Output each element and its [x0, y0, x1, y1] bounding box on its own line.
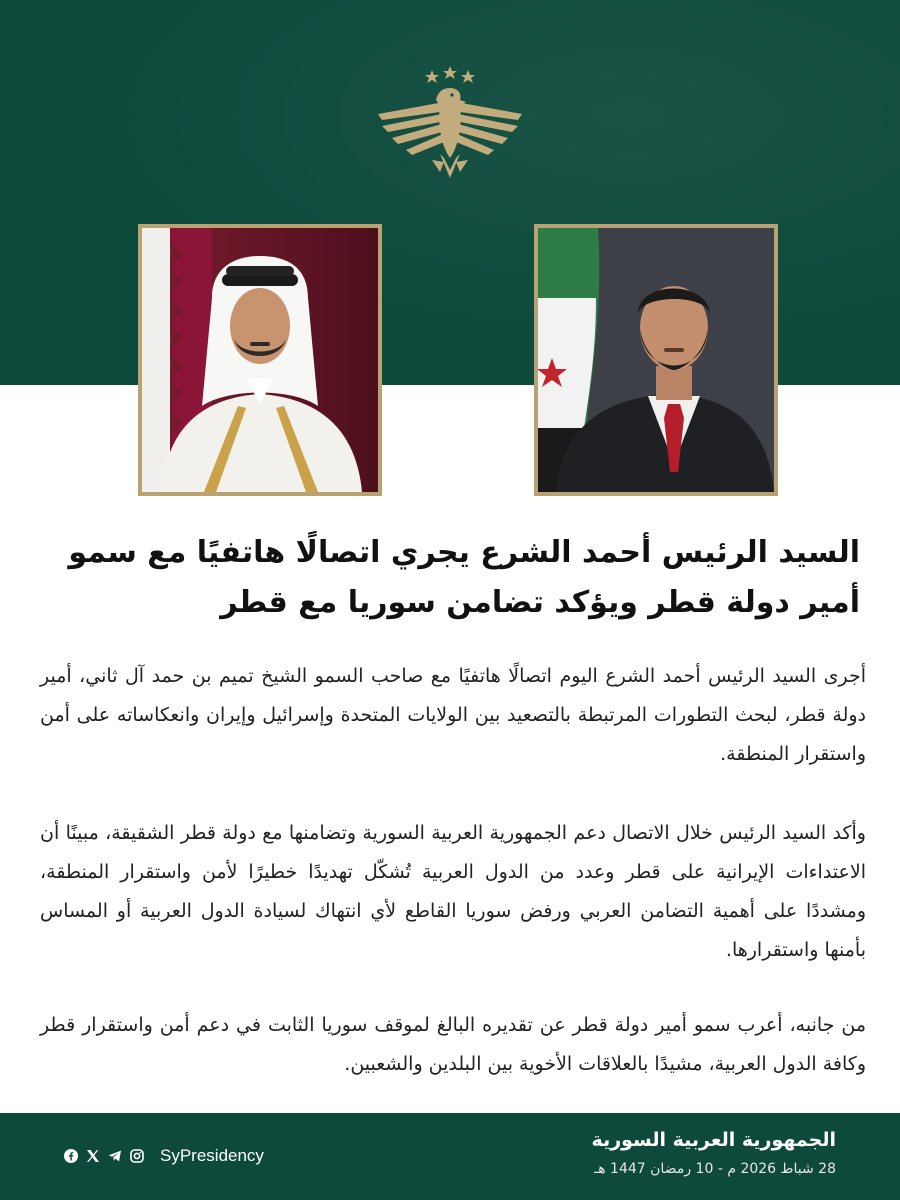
- paragraph-1: أجرى السيد الرئيس أحمد الشرع اليوم اتصالًا هاتفيًا مع صاحب السمو الشيخ تميم بن حمد آل ثاني، أمير دولة قطر، لبحث التطورات المرتبطة بالتصعيد بين الولايات المتحدة وإسرائيل وإيران وانعكاساته على أمن واستقرار المنطقة.: [40, 665, 866, 765]
- portrait-emir-qatar: [138, 224, 382, 496]
- headline-line-1: السيد الرئيس أحمد الشرع يجري اتصالًا هاتفيًا مع سمو: [68, 535, 860, 570]
- telegram-icon[interactable]: [108, 1149, 122, 1163]
- x-icon[interactable]: [86, 1149, 100, 1163]
- footer-title: الجمهورية العربية السورية: [591, 1129, 836, 1151]
- footer-date: 28 شباط 2026 م - 10 رمضان 1447 هـ: [594, 1161, 836, 1177]
- eagle-emblem-icon: [370, 62, 530, 182]
- footer-bar: [0, 1113, 900, 1200]
- paragraph-2: وأكد السيد الرئيس خلال الاتصال دعم الجمهورية العربية السورية وتضامنها مع دولة قطر الشقيقة، مبينًا أن الاعتداءات الإيرانية على قطر وعدد من الدول العربية تُشكّل تهديدًا خطيرًا لأمن واستقرار المنطقة، ومشددًا على أهمية التضامن العربي ورفض سوريا القاطع لأي انتهاك لسيادة الدول العربية أو المساس بأمنها واستقرارها.: [40, 822, 866, 961]
- portrait-president-syria: [534, 224, 778, 496]
- facebook-icon[interactable]: [64, 1149, 78, 1163]
- headline-line-2: أمير دولة قطر ويؤكد تضامن سوريا مع قطر: [220, 585, 860, 620]
- social-links: [64, 1143, 264, 1169]
- paragraph-3: من جانبه، أعرب سمو أمير دولة قطر عن تقديره البالغ لموقف سوريا الثابت في دعم أمن واستقرار قطر وكافة الدول العربية، مشيدًا بالعلاقات الأخوية بين البلدين والشعبين.: [40, 1014, 866, 1075]
- headline: [40, 528, 860, 628]
- social-handle[interactable]: SyPresidency: [160, 1146, 264, 1165]
- instagram-icon[interactable]: [130, 1149, 144, 1163]
